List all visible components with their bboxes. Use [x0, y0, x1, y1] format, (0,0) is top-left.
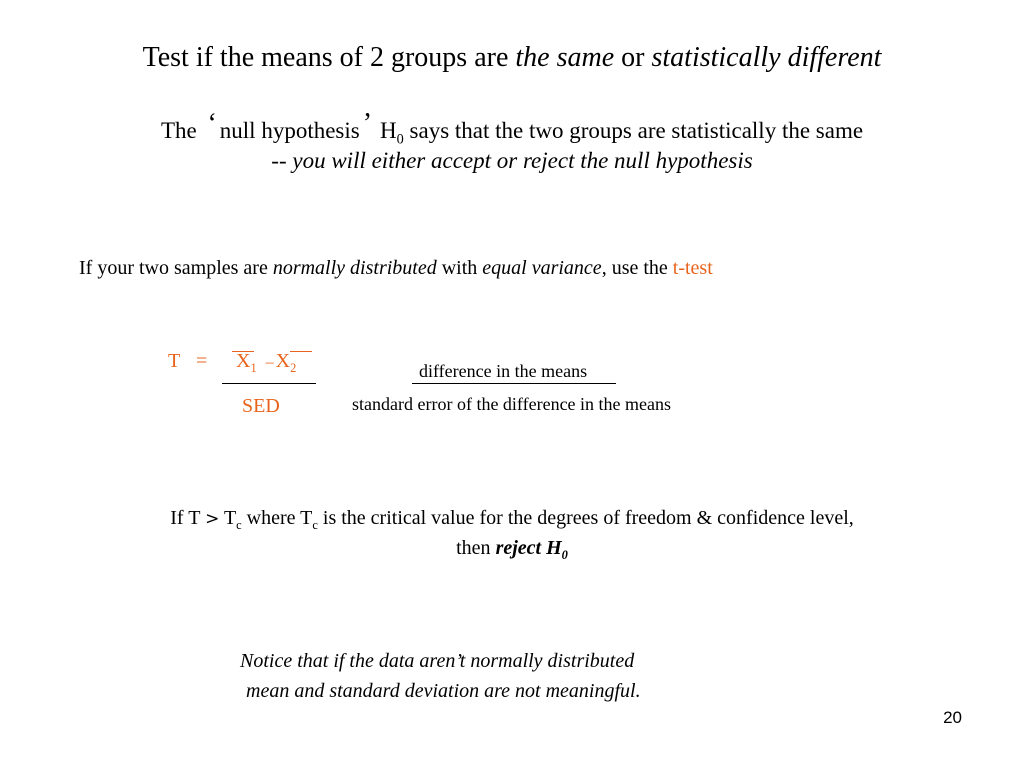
formula-x2-sub: 2 [290, 361, 297, 375]
rule-c1: c [236, 518, 242, 532]
rule-reject: reject H [495, 537, 562, 559]
ttest-link: t-test [672, 257, 713, 279]
rule-p3: where T [241, 507, 313, 529]
ttest-part2: with [436, 257, 483, 279]
reject-line [0, 537, 1024, 560]
title-em-same: the same [515, 42, 615, 73]
explain-denominator: standard error of the difference in the means [352, 394, 672, 414]
notice-line-1 [240, 650, 634, 673]
nh-h-sub: 0 [396, 131, 404, 148]
rule-then: then [456, 537, 496, 559]
formula-denominator: SED [242, 395, 280, 417]
ttest-part1: If your two samples are [79, 257, 273, 279]
rule-c2: c [312, 518, 318, 532]
critical-value-rule [0, 507, 1024, 530]
formula-x1: X [236, 350, 251, 372]
nh-open-quote: ‘ [207, 108, 217, 139]
nh-the: The [160, 118, 197, 143]
nh-rest: says that the two groups are statistically the same [403, 118, 864, 143]
nh-term: null hypothesis [219, 118, 360, 143]
nh-em: you will either accept or reject the null hypothesis [292, 148, 753, 173]
explain-fraction-bar [412, 383, 616, 384]
ttest-em-variance: equal variance [482, 257, 602, 279]
rule-reject-sub: 0 [561, 548, 568, 562]
ttest-part3: , use the [601, 257, 673, 279]
title-em-different: statistically different [651, 42, 882, 73]
title-or: or [614, 42, 652, 73]
ttest-em-normal: normally distributed [272, 257, 437, 279]
formula-minus: – [265, 354, 274, 371]
null-hypothesis-note [0, 148, 1024, 174]
rule-p4: is the critical value for the degrees of freedom & confidence level, [317, 507, 854, 529]
nh-h: H [380, 118, 397, 143]
title-text: Test if the means of 2 groups are [142, 42, 516, 73]
nh-dash: -- [271, 148, 293, 173]
rule-p1: If T [170, 507, 206, 529]
formula-x2: X [275, 350, 291, 372]
explain-numerator: difference in the means [419, 361, 588, 381]
formula-x1-sub: 1 [250, 361, 257, 375]
rule-p2: T [219, 507, 237, 529]
nh-close-quote: ’ [362, 108, 373, 139]
formula-equals: = [196, 350, 208, 372]
notice-line-2 [246, 680, 641, 703]
formula-numerator [236, 350, 296, 373]
page-number: 20 [943, 708, 962, 727]
formula-t: T [168, 350, 181, 372]
ttest-intro [79, 257, 713, 280]
rule-gt: > [205, 509, 220, 529]
slide-title [0, 42, 1024, 74]
notice-text-1: Notice that if the data aren’t normally distributed [240, 650, 635, 672]
formula-fraction-bar [222, 383, 316, 384]
notice-text-2: mean and standard deviation are not meaningful. [246, 680, 641, 702]
null-hypothesis-line [0, 108, 1024, 148]
